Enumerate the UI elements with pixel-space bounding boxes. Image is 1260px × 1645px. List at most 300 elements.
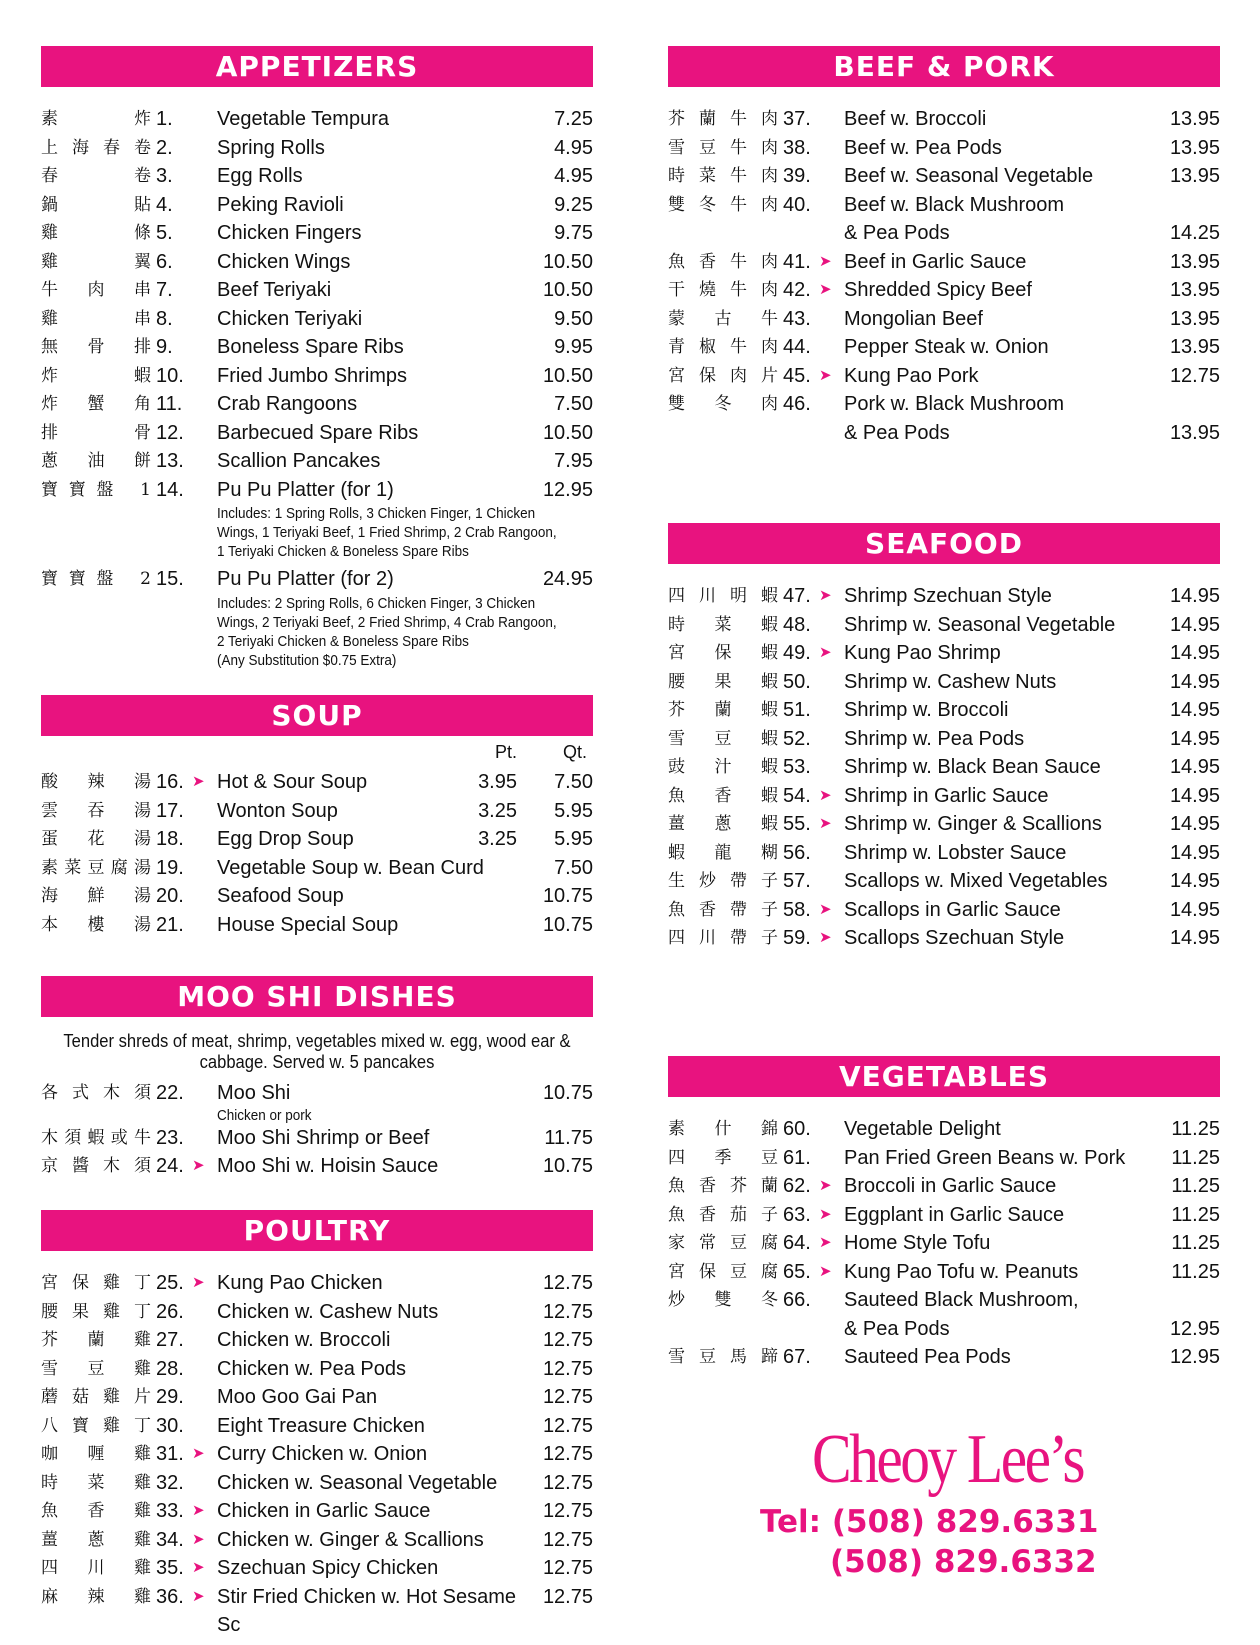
chinese-name: 雙冬牛肉 (668, 194, 778, 215)
menu-item (41, 219, 593, 248)
item-number: 44. (783, 336, 811, 358)
hot-pepper-icon: ➤ (192, 1274, 205, 1291)
item-name: Kung Pao Chicken (217, 1272, 383, 1294)
item-name: Pan Fried Green Beans w. Pork (844, 1146, 1126, 1169)
item-name: Kung Pao Pork (844, 364, 979, 387)
chinese-name: 魚香茄子 (668, 1204, 778, 1225)
item-name: Scallion Pancakes (217, 450, 381, 472)
item-price: 7.50 (554, 393, 593, 415)
menu-item (41, 768, 593, 797)
section-header: MOO SHI DISHES (41, 976, 593, 1017)
item-price: 12.75 (542, 1557, 593, 1579)
menu-item (668, 896, 1220, 925)
item-number: 52. (783, 727, 811, 750)
chinese-name: 家常豆腐 (668, 1233, 778, 1253)
item-name: Beef w. Pea Pods (844, 136, 1002, 159)
item-name: Beef in Garlic Sauce (844, 250, 1027, 273)
item-name: Scallops w. Mixed Vegetables (844, 870, 1108, 892)
beef-pork-section (668, 46, 1220, 447)
chinese-name: 素菜豆腐湯 (41, 857, 151, 878)
item-number: 58. (783, 898, 811, 921)
item-name: Chicken w. Pea Pods (217, 1357, 406, 1380)
quart-label: Qt. (562, 742, 587, 762)
menu-item (41, 134, 593, 163)
item-price: 12.75 (1169, 364, 1220, 387)
menu-item (41, 882, 593, 911)
item-number: 43. (783, 307, 811, 330)
item-name: Vegetable Delight (844, 1118, 1001, 1140)
section-header: POULTRY (41, 1210, 593, 1251)
chinese-name: 雪豆蝦 (668, 728, 778, 749)
item-description: Includes: 1 Spring Rolls, 3 Chicken Finger, 1 Chicken Wings, 1 Teriyaki Beef, 1 Fried Shrimp, 2 Crab Rangoon, 1 Teriyaki Chicken & Boneless Spare Ribs (217, 505, 557, 560)
item-number: 5. (156, 222, 173, 244)
chinese-name: 無骨排 (41, 337, 151, 357)
item-number: 28. (156, 1357, 184, 1380)
item-number: 40. (783, 193, 811, 216)
chinese-name: 麻辣雞 (41, 1586, 151, 1607)
menu-item (668, 362, 1220, 391)
appetizers-section (41, 46, 593, 674)
menu-item (41, 390, 593, 419)
item-number: 13. (156, 450, 184, 472)
menu-item (668, 611, 1220, 640)
menu-item (41, 1440, 593, 1469)
menu-item (41, 911, 593, 940)
item-price: 12.75 (542, 1386, 593, 1408)
menu-item (668, 276, 1220, 305)
item-number: 54. (783, 784, 811, 807)
item-name: Hot & Sour Soup (217, 771, 368, 793)
item-number: 4. (156, 193, 173, 216)
item-number: 14. (156, 478, 184, 501)
item-name: Chicken w. Broccoli (217, 1329, 391, 1351)
hot-pepper-icon: ➤ (192, 1445, 205, 1462)
chinese-name: 本樓湯 (41, 914, 151, 935)
item-price: 10.75 (542, 1082, 593, 1104)
menu-item (41, 1554, 593, 1583)
item-name: Scallops Szechuan Style (844, 927, 1065, 949)
chinese-name: 魚香蝦 (668, 785, 778, 806)
item-price: 14.95 (1169, 613, 1220, 636)
menu-item (41, 825, 593, 854)
chinese-name: 青椒牛肉 (668, 337, 778, 357)
chinese-name: 四季豆 (668, 1147, 778, 1168)
phone-line-2: (508) 829.6332 (830, 1544, 1097, 1580)
item-number: 26. (156, 1300, 184, 1323)
item-price: 13.95 (1169, 250, 1220, 273)
item-number: 46. (783, 393, 811, 415)
item-name-cont: & Pea Pods (844, 222, 950, 244)
chinese-name: 魚香帶子 (668, 899, 778, 920)
item-name: Moo Shi w. Hoisin Sauce (217, 1155, 439, 1177)
item-name: Eggplant in Garlic Sauce (844, 1203, 1065, 1226)
item-name: Kung Pao Tofu w. Peanuts (844, 1260, 1079, 1283)
menu-item (668, 134, 1220, 163)
chinese-name: 各式木須 (41, 1083, 151, 1103)
menu-item (668, 1258, 1220, 1287)
chinese-name: 時菜牛肉 (668, 166, 778, 186)
chinese-name: 八寶雞丁 (41, 1415, 151, 1436)
item-price: 10.75 (542, 1155, 593, 1177)
chinese-name: 四川帶子 (668, 928, 778, 948)
chinese-name: 蛋花湯 (41, 829, 151, 849)
item-price: 11.25 (1171, 1146, 1220, 1169)
item-price: 14.95 (1169, 727, 1220, 750)
chinese-name: 排骨 (41, 422, 151, 443)
menu-item (668, 1115, 1220, 1144)
menu-item (668, 753, 1220, 782)
item-price: 12.75 (542, 1414, 593, 1437)
chinese-name: 蝦龍糊 (668, 842, 778, 863)
item-number: 39. (783, 165, 811, 187)
item-number: 8. (156, 307, 173, 330)
menu-item (668, 248, 1220, 277)
item-number: 9. (156, 336, 173, 358)
item-name: Moo Shi Shrimp or Beef (217, 1126, 430, 1149)
item-price: 12.75 (542, 1500, 593, 1522)
menu-item (668, 810, 1220, 839)
item-number: 56. (783, 841, 811, 864)
item-name: Kung Pao Shrimp (844, 642, 1001, 664)
item-name: Mongolian Beef (844, 307, 983, 330)
chinese-name: 海鮮湯 (41, 886, 151, 906)
section-description: Tender shreds of meat, shrimp, vegetables mixed w. egg, wood ear & cabbage. Served w. 5 pancakes (63, 1031, 571, 1072)
chinese-name: 京醬木須 (41, 1156, 151, 1176)
menu-item (41, 276, 593, 305)
item-name: Chicken Teriyaki (217, 307, 363, 330)
menu-item (41, 1269, 593, 1298)
restaurant-name: Cheoy Lee’s (812, 1421, 1084, 1498)
item-name: Pork w. Black Mushroom (844, 393, 1065, 415)
pint-label: Pt. (494, 742, 517, 762)
item-name: Barbecued Spare Ribs (217, 421, 419, 444)
pint-price: 3.25 (478, 799, 517, 822)
chinese-name: 鍋貼 (41, 194, 151, 215)
item-name: Egg Drop Soup (217, 828, 354, 850)
chinese-name: 雞條 (41, 223, 151, 243)
item-number: 48. (783, 613, 811, 636)
mooshi-section (41, 976, 593, 1181)
item-number: 64. (783, 1232, 811, 1254)
item-name: Seafood Soup (217, 885, 344, 907)
item-number: 42. (783, 279, 811, 301)
menu-item (41, 162, 593, 191)
menu-item (41, 1298, 593, 1327)
chinese-name: 雪豆雞 (41, 1358, 151, 1379)
section-header: SEAFOOD (668, 523, 1220, 564)
item-price: 11.75 (544, 1126, 593, 1149)
item-price: 12.75 (542, 1471, 593, 1494)
hot-pepper-icon: ➤ (192, 773, 205, 790)
menu-item (41, 476, 593, 562)
soup-section (41, 695, 593, 939)
chinese-name: 炸蝦 (41, 365, 151, 386)
item-price: 14.95 (1169, 870, 1220, 892)
item-price: 10.50 (542, 421, 593, 444)
item-price: 10.50 (542, 364, 593, 387)
chinese-name: 雙冬肉 (668, 394, 778, 414)
hot-pepper-icon: ➤ (192, 1157, 205, 1174)
item-number: 33. (156, 1500, 184, 1522)
item-price: 13.95 (1169, 307, 1220, 330)
item-name: Wonton Soup (217, 799, 338, 822)
item-price: 14.95 (1169, 898, 1220, 921)
item-price: 14.95 (1169, 784, 1220, 807)
item-name: Chicken Fingers (217, 222, 362, 244)
chinese-name: 魚香牛肉 (668, 251, 778, 272)
chinese-name: 薑蔥雞 (41, 1529, 151, 1550)
chinese-name: 酸辣湯 (41, 772, 151, 792)
item-price: 11.25 (1171, 1175, 1220, 1197)
item-number: 51. (783, 699, 811, 721)
item-name: Shrimp w. Lobster Sauce (844, 841, 1067, 864)
menu-item (668, 1172, 1220, 1201)
menu-item (41, 854, 593, 883)
item-price: 14.95 (1169, 699, 1220, 721)
menu-item (41, 419, 593, 448)
chinese-name: 雞串 (41, 308, 151, 329)
item-name: Vegetable Soup w. Bean Curd (217, 856, 484, 879)
item-price: 12.75 (542, 1300, 593, 1323)
item-name-cont: & Pea Pods (844, 421, 950, 444)
chinese-name: 宮保蝦 (668, 643, 778, 663)
item-number: 37. (783, 108, 811, 130)
item-price: 14.95 (1169, 841, 1220, 864)
menu-item (668, 1144, 1220, 1173)
item-name: Pepper Steak w. Onion (844, 336, 1049, 358)
soup-size-header (41, 742, 593, 768)
item-name: Shrimp in Garlic Sauce (844, 784, 1049, 807)
chinese-name: 炒雙冬 (668, 1290, 778, 1310)
item-price: 10.75 (542, 913, 593, 936)
menu-item (41, 1124, 593, 1153)
item-price: 10.75 (542, 885, 593, 907)
item-price: 9.50 (554, 307, 593, 330)
chinese-name: 雪豆馬蹄 (668, 1347, 778, 1367)
item-number: 35. (156, 1557, 184, 1579)
item-number: 61. (783, 1146, 811, 1169)
item-number: 29. (156, 1386, 184, 1408)
item-price: 12.75 (542, 1528, 593, 1551)
menu-item (41, 1412, 593, 1441)
item-price: 9.25 (554, 193, 593, 216)
chinese-name: 咖喱雞 (41, 1444, 151, 1464)
menu-item (668, 1343, 1220, 1372)
chinese-name: 雲吞湯 (41, 800, 151, 821)
item-number: 34. (156, 1528, 184, 1551)
item-name: Moo Goo Gai Pan (217, 1386, 378, 1408)
item-number: 66. (783, 1289, 811, 1311)
menu-item (41, 333, 593, 362)
item-number: 16. (156, 771, 184, 793)
item-name: Beef Teriyaki (217, 279, 332, 301)
item-name: Shrimp w. Broccoli (844, 699, 1009, 721)
item-number: 41. (783, 250, 811, 273)
menu-item (41, 1497, 593, 1526)
item-name: Shrimp Szechuan Style (844, 585, 1052, 607)
section-header: BEEF & PORK (668, 46, 1220, 87)
item-number: 67. (783, 1346, 811, 1368)
item-number: 2. (156, 136, 173, 159)
item-name: Sauteed Pea Pods (844, 1346, 1011, 1368)
chinese-name: 宮保雞丁 (41, 1273, 151, 1293)
item-name: Curry Chicken w. Onion (217, 1443, 428, 1465)
item-name: Szechuan Spicy Chicken (217, 1557, 439, 1579)
chinese-name: 薑蔥蝦 (668, 814, 778, 834)
item-number: 53. (783, 756, 811, 778)
item-name: Pu Pu Platter (for 2) (217, 568, 394, 590)
item-price: 12.75 (542, 1272, 593, 1294)
menu-item (41, 1583, 593, 1640)
hot-pepper-icon: ➤ (819, 786, 832, 804)
item-number: 21. (156, 913, 184, 936)
item-price: 12.95 (1169, 1346, 1220, 1368)
item-name: Chicken w. Seasonal Vegetable (217, 1471, 498, 1494)
chinese-name: 生炒帶子 (668, 871, 778, 891)
vegetables-section (668, 1056, 1220, 1372)
item-number: 62. (783, 1175, 811, 1197)
item-number: 63. (783, 1203, 811, 1226)
menu-item (668, 782, 1220, 811)
phone-line-1: Tel: (508) 829.6331 (760, 1504, 1099, 1540)
menu-item (668, 162, 1220, 191)
item-price: 7.95 (554, 450, 593, 472)
item-price: 13.95 (1169, 165, 1220, 187)
item-price: 24.95 (542, 568, 593, 590)
item-price: 13.95 (1169, 279, 1220, 301)
item-price: 5.95 (554, 828, 593, 850)
item-number: 55. (783, 813, 811, 835)
item-name: Chicken in Garlic Sauce (217, 1500, 431, 1522)
chinese-name: 春卷 (41, 166, 151, 186)
item-number: 11. (156, 393, 183, 415)
chinese-name: 芥蘭蝦 (668, 700, 778, 720)
pint-price: 3.25 (478, 828, 517, 850)
menu-item (668, 582, 1220, 611)
item-name: Fried Jumbo Shrimps (217, 364, 408, 387)
menu-item (668, 1201, 1220, 1230)
menu-item (668, 390, 1220, 447)
item-number: 23. (156, 1126, 184, 1149)
item-number: 15. (156, 568, 184, 590)
item-price: 4.95 (554, 136, 593, 159)
item-price: 13.95 (1169, 336, 1220, 358)
hot-pepper-icon: ➤ (192, 1587, 205, 1605)
item-number: 12. (156, 421, 184, 444)
chinese-name: 上海春卷 (41, 137, 151, 158)
item-name: Stir Fried Chicken w. Hot Sesame Sc (217, 1585, 516, 1636)
item-price: 10.50 (542, 279, 593, 301)
item-name: Spring Rolls (217, 136, 325, 159)
item-name: Crab Rangoons (217, 393, 358, 415)
hot-pepper-icon: ➤ (819, 252, 832, 270)
item-price: 7.25 (554, 108, 593, 130)
item-name: Chicken w. Ginger & Scallions (217, 1528, 484, 1551)
item-number: 60. (783, 1118, 811, 1140)
item-name: House Special Soup (217, 913, 399, 936)
chinese-name: 腰果蝦 (668, 671, 778, 692)
item-number: 6. (156, 250, 173, 273)
item-price: 13.95 (1169, 421, 1220, 444)
menu-item (41, 1355, 593, 1384)
item-number: 7. (156, 279, 173, 301)
menu-item (668, 696, 1220, 725)
chinese-name: 素什錦 (668, 1119, 778, 1139)
item-price: 13.95 (1169, 136, 1220, 159)
item-price: 11.25 (1171, 1260, 1220, 1283)
item-name: Shrimp w. Black Bean Sauce (844, 756, 1101, 778)
chinese-name: 宮保豆腐 (668, 1261, 778, 1282)
chinese-name: 時菜蝦 (668, 614, 778, 635)
item-price: 7.50 (554, 771, 593, 793)
item-name: Beef w. Black Mushroom (844, 193, 1065, 216)
menu-item (41, 565, 593, 670)
menu-item (41, 1079, 593, 1124)
item-number: 36. (156, 1585, 184, 1608)
menu-item (668, 105, 1220, 134)
item-number: 49. (783, 642, 811, 664)
menu-item (41, 1152, 593, 1181)
menu-item (668, 1229, 1220, 1258)
item-name: Moo Shi (217, 1082, 291, 1104)
item-name: Eight Treasure Chicken (217, 1414, 425, 1437)
menu-item (668, 1286, 1220, 1343)
section-header: VEGETABLES (668, 1056, 1220, 1097)
item-price: 9.95 (554, 336, 593, 358)
menu-item (668, 725, 1220, 754)
menu-item (668, 305, 1220, 334)
item-price: 14.25 (1169, 222, 1220, 244)
chinese-name: 芥蘭雞 (41, 1330, 151, 1350)
item-name: Scallops in Garlic Sauce (844, 898, 1061, 921)
item-name: Sauteed Black Mushroom, (844, 1289, 1079, 1311)
item-price: 13.95 (1169, 108, 1220, 130)
item-name: Shrimp w. Pea Pods (844, 727, 1025, 750)
item-price: 9.75 (554, 222, 593, 244)
item-price: 4.95 (554, 165, 593, 187)
item-price: 12.75 (542, 1585, 593, 1608)
item-number: 25. (156, 1272, 184, 1294)
item-price: 14.95 (1169, 670, 1220, 693)
chinese-name: 木須蝦或牛 (41, 1127, 151, 1148)
item-number: 10. (156, 364, 184, 387)
chinese-name: 四川雞 (41, 1558, 151, 1578)
menu-item (41, 248, 593, 277)
item-price: 12.75 (542, 1443, 593, 1465)
chinese-name: 蒙古牛 (668, 308, 778, 329)
item-number: 32. (156, 1471, 184, 1494)
hot-pepper-icon: ➤ (819, 587, 832, 604)
chinese-name: 魚香芥蘭 (668, 1176, 778, 1196)
item-number: 24. (156, 1155, 184, 1177)
item-name: Egg Rolls (217, 165, 303, 187)
hot-pepper-icon: ➤ (819, 366, 832, 384)
item-number: 38. (783, 136, 811, 159)
item-description: Includes: 2 Spring Rolls, 6 Chicken Finger, 3 Chicken Wings, 2 Teriyaki Beef, 2 Fried Shrimp, 4 Crab Rangoon, 2 Teriyaki Chicken & Boneless Spare Ribs (Any Substitution $0.75 Extra) (217, 594, 557, 669)
section-header: SOUP (41, 695, 593, 736)
item-name: Vegetable Tempura (217, 108, 389, 130)
menu-item (41, 1326, 593, 1355)
item-number: 50. (783, 670, 811, 693)
item-number: 3. (156, 165, 173, 187)
item-number: 18. (156, 828, 184, 850)
item-price: 11.25 (1171, 1203, 1220, 1226)
item-number: 59. (783, 927, 811, 949)
menu-item (41, 362, 593, 391)
item-price: 5.95 (554, 799, 593, 822)
hot-pepper-icon: ➤ (819, 1234, 832, 1251)
item-name-cont: & Pea Pods (844, 1317, 950, 1340)
